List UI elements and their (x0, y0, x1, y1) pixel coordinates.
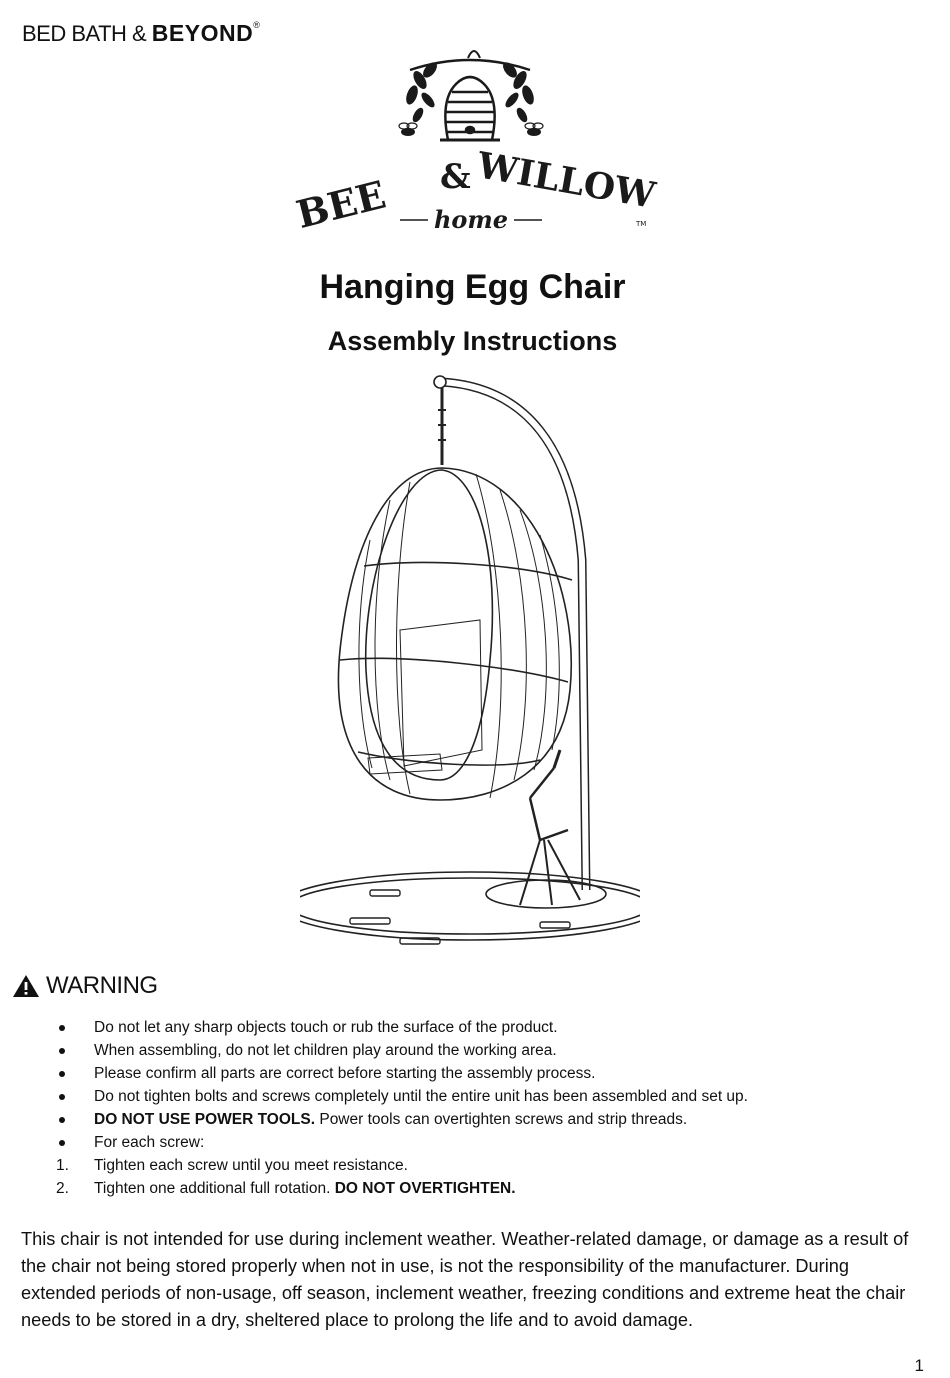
leaves-left-icon (404, 60, 440, 124)
brand-tagline: home (433, 205, 509, 234)
retailer-name-bold: BEYOND (151, 20, 254, 46)
warning-list (0, 1016, 748, 1200)
warning-title: WARNING (46, 972, 158, 999)
page-number: 1 (914, 1356, 924, 1375)
list-item: For each screw: (0, 1131, 748, 1154)
list-item: Do not let any sharp objects touch or rub the surface of the product. (0, 1016, 748, 1039)
weather-notice: This chair is not intended for use during inclement weather. Weather-related damage, or damage as a result of the chair not being stored properly when not in use, is not the responsibility of the manufacturer. During extended periods of non-usage, off season, inclement weather, freezing conditions and extreme heat the chair needs to be stored in a dry, sheltered place to prolong the life and to avoid damage. (21, 1229, 909, 1330)
leaves-right-icon (500, 60, 536, 124)
bullet-icon (59, 1048, 65, 1054)
bee-right-icon (525, 123, 543, 136)
list-item: When assembling, do not let children play around the working area. (0, 1039, 748, 1062)
list-item: 1. Tighten each screw until you meet resistance. (56, 1157, 408, 1174)
list-item: Please confirm all parts are correct before starting the assembly process. (0, 1062, 748, 1085)
bullet-icon (59, 1094, 65, 1100)
hanging-egg-chair-illustration (300, 370, 640, 950)
brand-trademark: TM (636, 220, 647, 228)
brand-name-right: WILLOW (474, 144, 659, 217)
beehive-icon (440, 77, 500, 140)
brand-name-left: BEE (291, 171, 391, 237)
warning-triangle-icon (12, 973, 40, 999)
retailer-registered-mark: ® (253, 20, 260, 30)
page-subtitle: Assembly Instructions (327, 326, 618, 356)
bullet-icon (59, 1140, 65, 1146)
bullet-icon (59, 1071, 65, 1077)
brand-logo (280, 40, 660, 240)
bullet-icon (59, 1025, 65, 1031)
retailer-logo (22, 20, 259, 47)
warning-heading (12, 972, 158, 1000)
brand-ampersand: & (440, 157, 471, 197)
bee-left-icon (399, 123, 417, 136)
retailer-name-light: BED BATH & (22, 21, 152, 46)
list-item: Do not tighten bolts and screws completely until the entire unit has been assembled and set up. (0, 1085, 748, 1108)
bullet-icon (59, 1117, 65, 1123)
list-item: 2. Tighten one additional full rotation. DO NOT OVERTIGHTEN. (56, 1180, 516, 1197)
list-item: DO NOT USE POWER TOOLS. Power tools can overtighten screws and strip threads. (0, 1108, 748, 1131)
page-title: Hanging Egg Chair (319, 268, 626, 306)
